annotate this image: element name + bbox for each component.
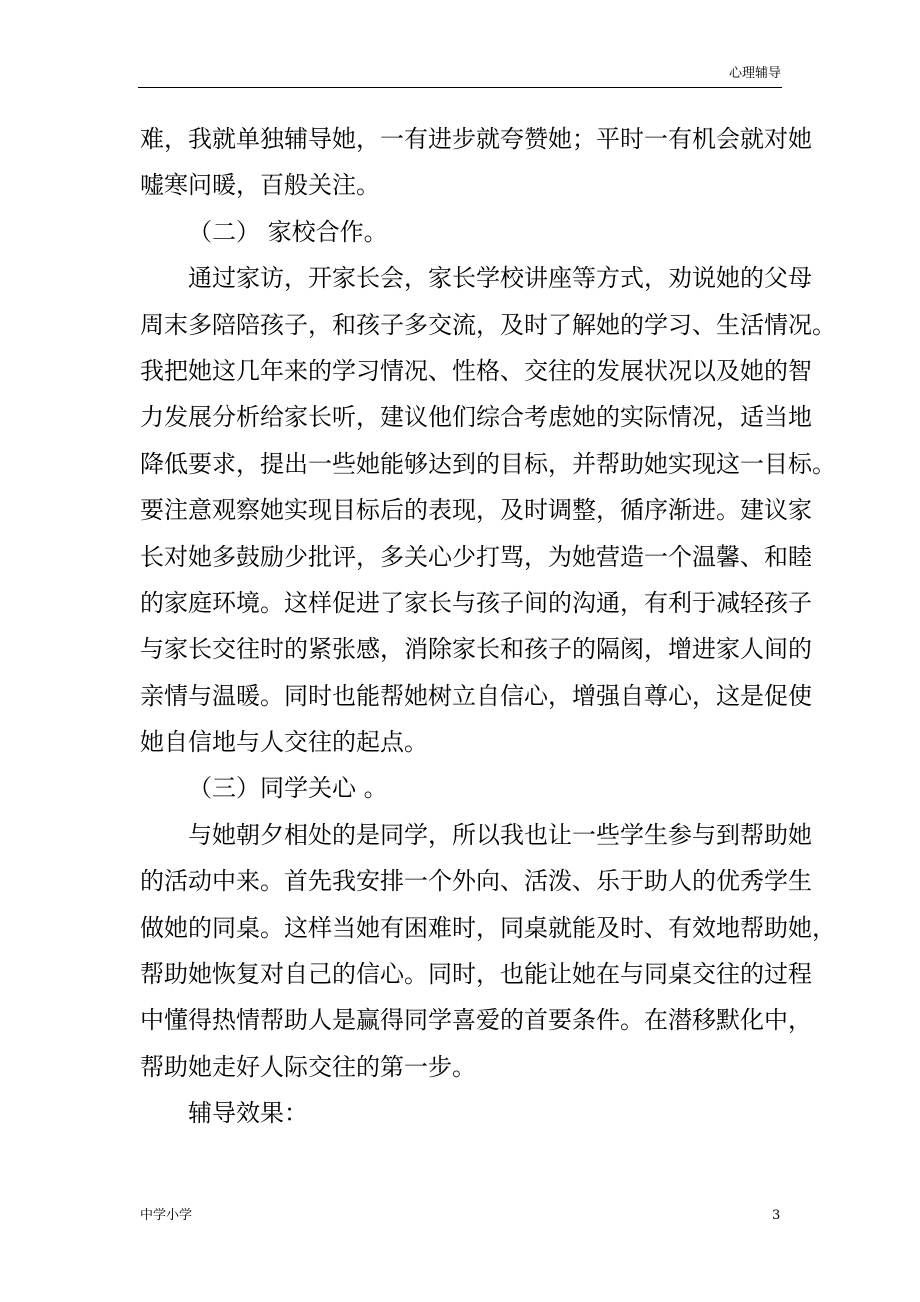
body-line: 与家长交往时的紧张感，消除家长和孩子的隔阂，增进家人间的 <box>140 635 812 664</box>
body-line: 她自信地与人交往的起点。 <box>140 728 428 757</box>
body-line: 帮助她恢复对自己的信心。同时，也能让她在与同桌交往的过程 <box>140 960 812 989</box>
body-line: 做她的同桌。这样当她有困难时，同桌就能及时、有效地帮助她， <box>140 913 836 942</box>
body-line: 要注意观察她实现目标后的表现，及时调整，循序渐进。建议家 <box>140 496 812 525</box>
header-label: 心理辅导 <box>728 66 781 81</box>
body-line: 周末多陪陪孩子，和孩子多交流，及时了解她的学习、生活情况。 <box>140 310 836 339</box>
page-number: 3 <box>772 1208 781 1223</box>
body-line: 难，我就单独辅导她，一有进步就夸赞她；平时一有机会就对她 <box>140 125 812 153</box>
body-text <box>140 116 836 1137</box>
header-rule <box>138 87 782 88</box>
body-line: 长对她多鼓励少批评，多关心少打骂，为她营造一个温馨、和睦 <box>140 542 812 571</box>
body-line: 力发展分析给家长听，建议他们综合考虑她的实际情况，适当地 <box>140 403 812 432</box>
body-line: 我把她这几年来的学习情况、性格、交往的发展状况以及她的智 <box>140 356 812 385</box>
section-heading: （二） 家校合作。 <box>188 217 388 246</box>
body-line: 降低要求，提出一些她能够达到的目标，并帮助她实现这一目标。 <box>140 449 836 478</box>
section-heading: 辅导效果： <box>188 1099 308 1128</box>
body-line: 与她朝夕相处的是同学，所以我也让一些学生参与到帮助她 <box>188 820 812 849</box>
body-line: 亲情与温暖。同时也能帮她树立自信心，增强自尊心，这是促使 <box>140 681 812 710</box>
footer-label: 中学小学 <box>140 1208 193 1223</box>
body-line: 的家庭环境。这样促进了家长与孩子间的沟通，有利于减轻孩子 <box>140 588 812 617</box>
body-line: 嘘寒问暖，百般关注。 <box>140 171 380 200</box>
section-heading: （三）同学关心 。 <box>188 774 388 803</box>
body-line: 的活动中来。首先我安排一个外向、活泼、乐于助人的优秀学生 <box>140 867 812 896</box>
body-line: 中懂得热情帮助人是赢得同学喜爱的首要条件。在潜移默化中， <box>140 1006 812 1035</box>
body-line: 通过家访，开家长会，家长学校讲座等方式，劝说她的父母 <box>188 264 812 293</box>
body-line: 帮助她走好人际交往的第一步。 <box>140 1052 476 1081</box>
